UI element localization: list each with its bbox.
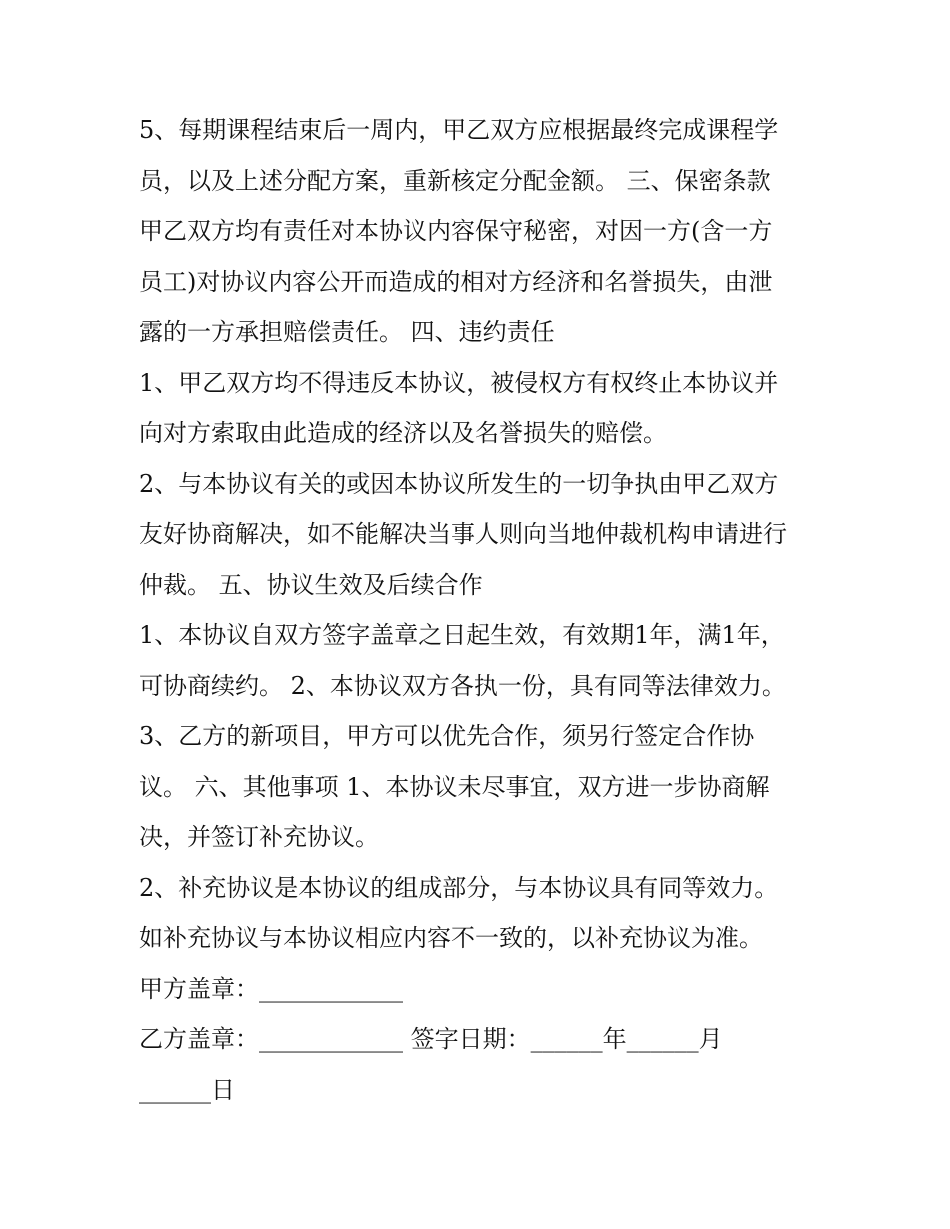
text-line-15: 决，并签订补充协议。 bbox=[139, 823, 379, 851]
text-line-4: 员工)对协议内容公开而造成的相对方经济和名誉损失，由泄 bbox=[139, 267, 773, 296]
text-line-6: 1、甲乙双方均不得违反本协议，被侵权方有权终止本协议并 bbox=[139, 368, 779, 397]
document-body bbox=[139, 105, 829, 1115]
text-line-12: 可协商续约。 2、本协议双方各执一份，具有同等法律效力。 bbox=[139, 671, 786, 700]
text-line-11: 1、本协议自双方签字盖章之日起生效，有效期1年，满1年， bbox=[139, 621, 785, 649]
text-line-17: 如补充协议与本协议相应内容不一致的，以补充协议为准。 bbox=[139, 924, 763, 952]
text-line-9: 友好协商解决，如不能解决当事人则向当地仲裁机构申请进行 bbox=[139, 520, 787, 548]
text-line-14: 议。 六、其他事项 1、本协议未尽事宜，双方进一步协商解 bbox=[139, 772, 770, 801]
text-line-1: 5、每期课程结束后一周内，甲乙双方应根据最终完成课程学 bbox=[139, 116, 779, 144]
party-a-seal-line: 甲方盖章：____________ bbox=[139, 974, 403, 1003]
text-line-2: 员，以及上述分配方案，重新核定分配金额。 三、保密条款 bbox=[139, 166, 771, 195]
text-line-7: 向对方索取由此造成的经济以及名誉损失的赔偿。 bbox=[139, 419, 667, 447]
text-line-3: 甲乙双方均有责任对本协议内容保守秘密，对因一方(含一方 bbox=[139, 217, 773, 245]
text-line-5: 露的一方承担赔偿责任。 四、违约责任 bbox=[139, 318, 555, 346]
date-day-line: ______日 bbox=[139, 1075, 235, 1104]
text-line-16: 2、补充协议是本协议的组成部分，与本协议具有同等效力。 bbox=[139, 873, 779, 902]
text-line-8: 2、与本协议有关的或因本协议所发生的一切争执由甲乙双方 bbox=[139, 469, 779, 498]
party-b-seal-date-line: 乙方盖章：____________ 签字日期：______年______月 bbox=[139, 1025, 723, 1053]
text-line-10: 仲裁。 五、协议生效及后续合作 bbox=[139, 570, 483, 599]
text-line-13: 3、乙方的新项目，甲方可以优先合作，须另行签定合作协 bbox=[139, 722, 755, 750]
